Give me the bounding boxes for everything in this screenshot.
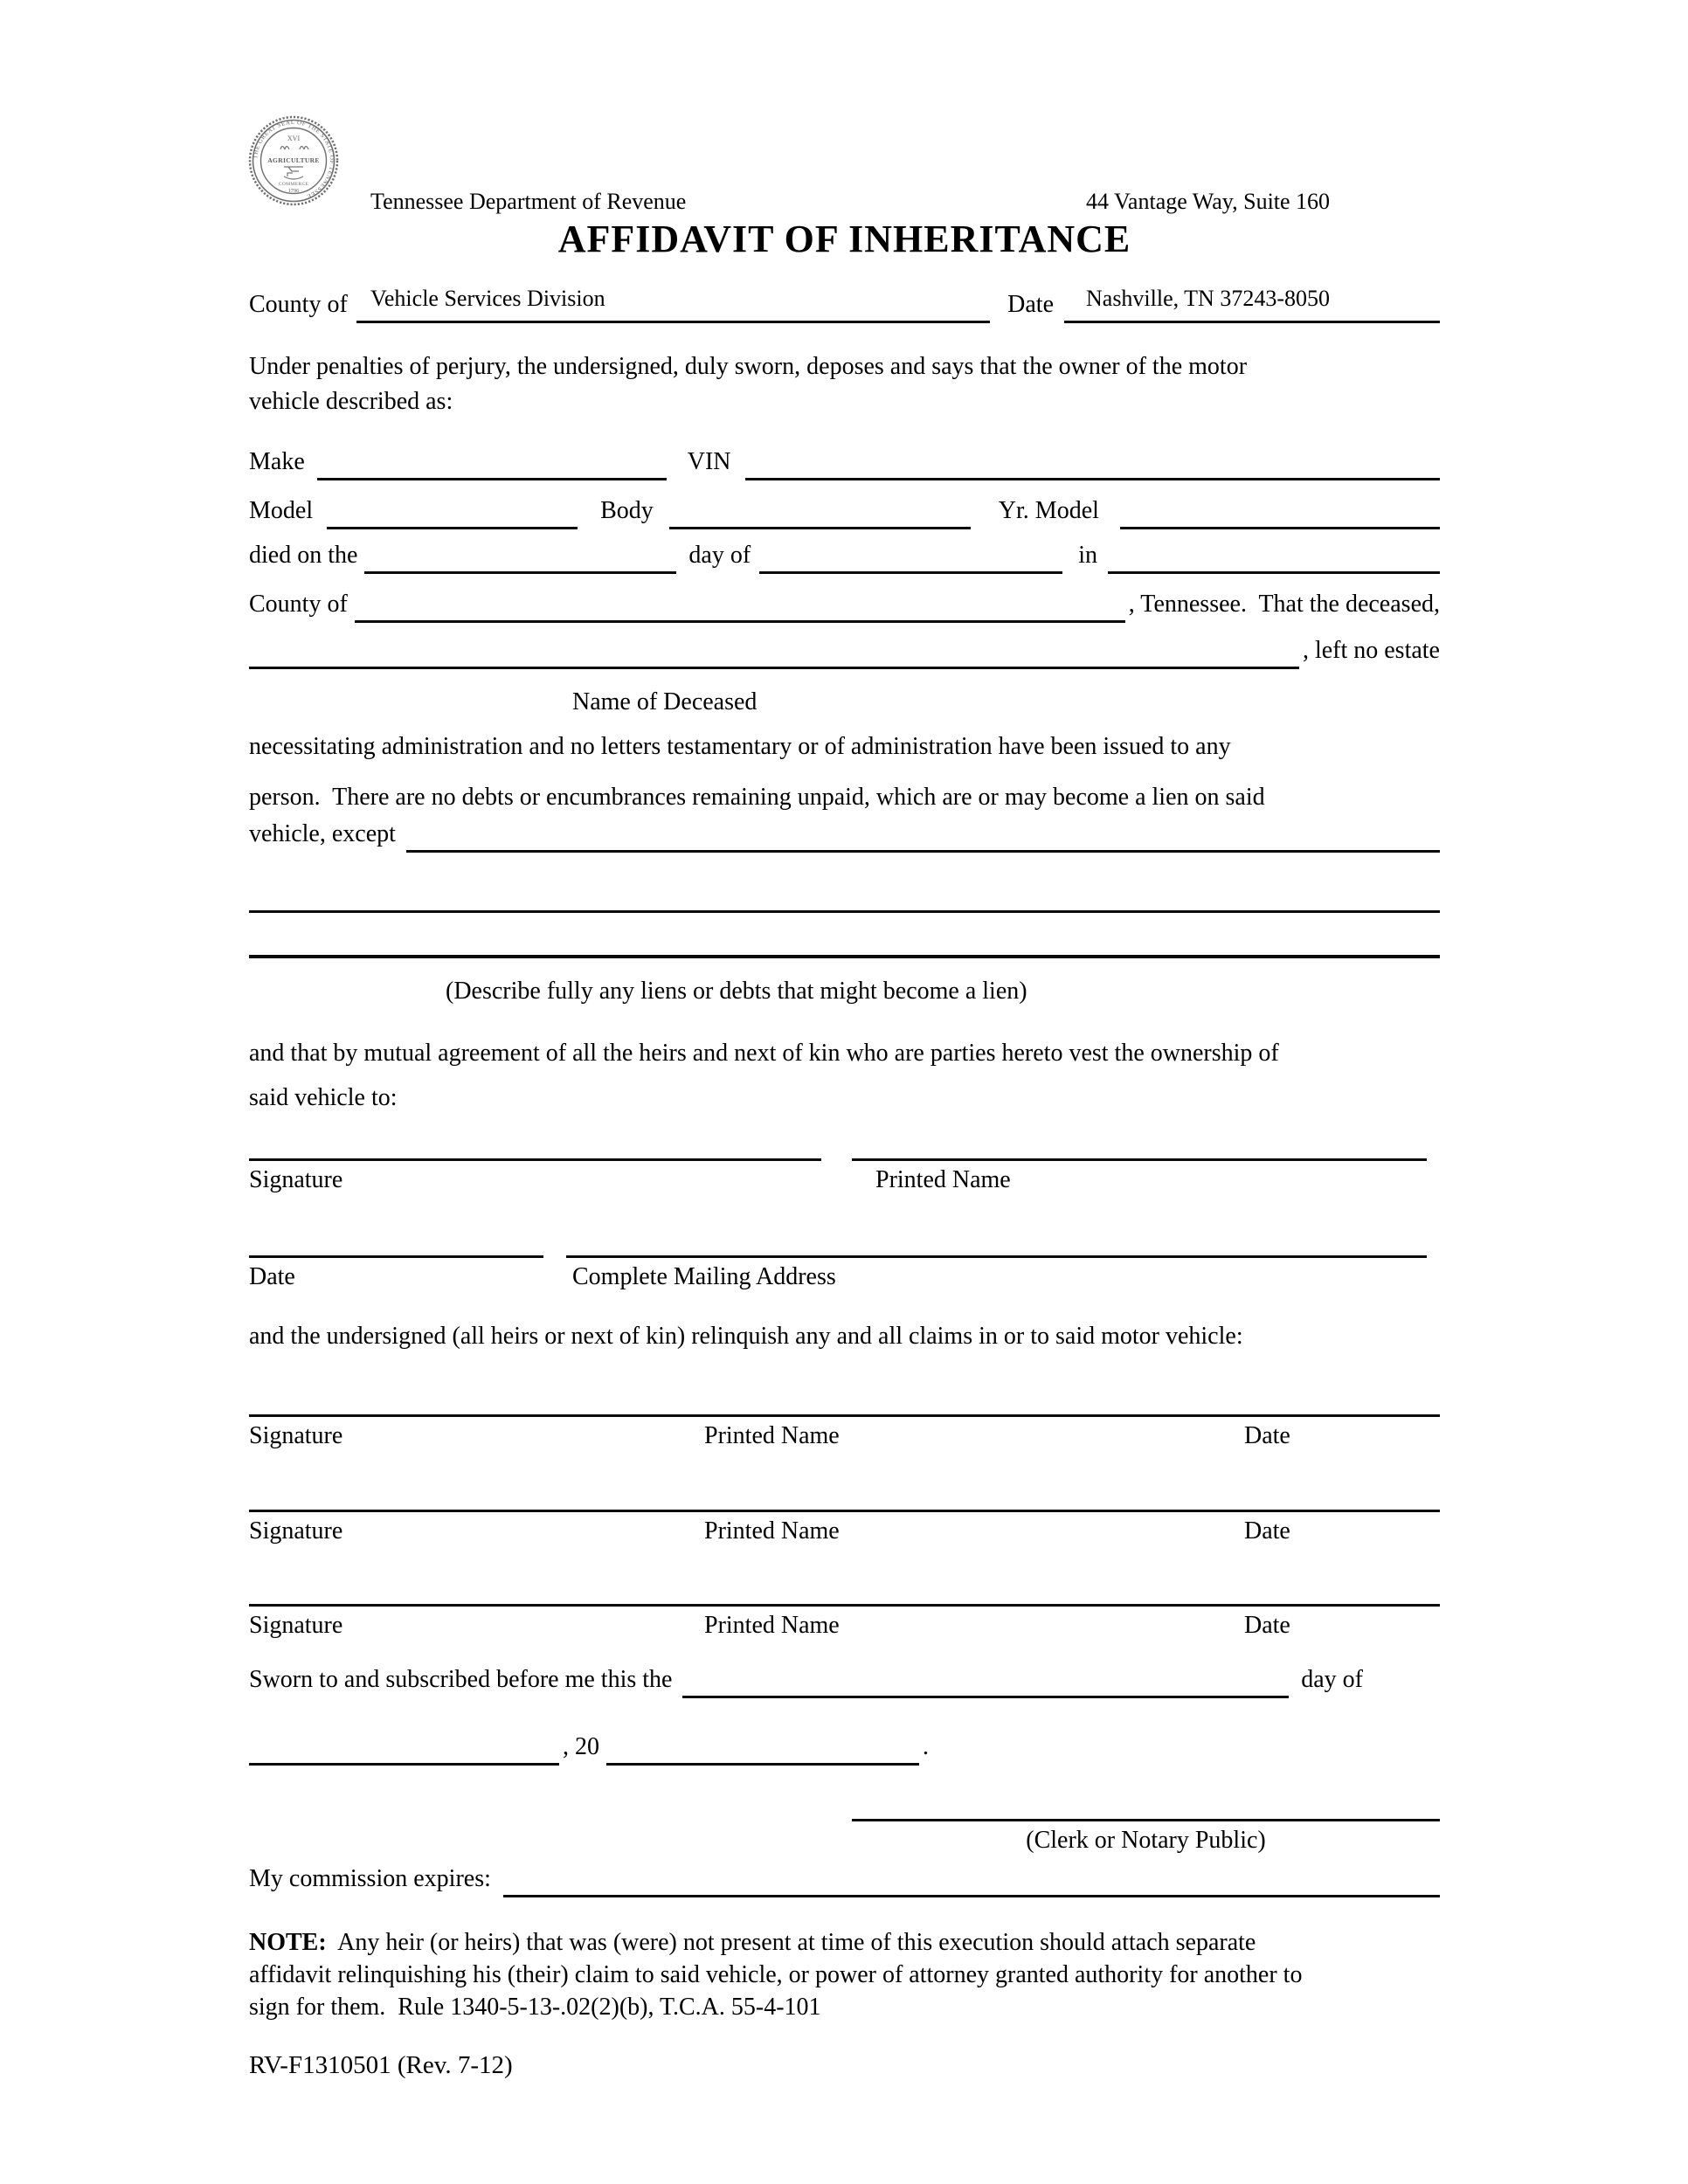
sworn-month-fill-line [249, 1763, 559, 1766]
sworn-row [249, 1660, 1363, 1698]
heir-2-signature-label: Signature [249, 1517, 343, 1545]
liens-fill-line-3 [249, 955, 1440, 958]
county-fill-line [356, 321, 990, 323]
owner-signature-fill-line [249, 1158, 821, 1161]
sworn-period: . [923, 1733, 929, 1760]
heir-1-date-label: Date [1244, 1422, 1290, 1449]
owner-date-fill-line [249, 1255, 543, 1258]
vest-line-2: said vehicle to: [249, 1084, 398, 1111]
make-fill-line [317, 478, 667, 480]
owner-mailing-address-fill-line [566, 1255, 1427, 1258]
died-day-fill-line [364, 571, 676, 574]
liens-fill-line-2 [249, 910, 1440, 913]
twenty-label: , 20 [563, 1733, 599, 1760]
make-vin-row [249, 442, 1440, 480]
death-county-label: County of [249, 591, 348, 618]
seal-commerce-text: COMMERCE [278, 182, 309, 187]
tennessee-state-seal-icon [247, 114, 340, 207]
death-date-row [249, 536, 1440, 574]
commission-label: My commission expires: [249, 1865, 491, 1892]
agency-name: Tennessee Department of Revenue [370, 189, 687, 214]
commission-fill-line [503, 1895, 1440, 1897]
heir-3-printed-name-label: Printed Name [704, 1612, 840, 1639]
heir-1-fill-line [249, 1414, 1440, 1417]
seal-wheat-art [280, 147, 308, 150]
clerk-signature-fill-line [852, 1819, 1440, 1821]
relinquish-intro: and the undersigned (all heirs or next of kin) relinquish any and all claims in or to said motor vehicle: [249, 1323, 1243, 1350]
owner-mailing-address-label: Complete Mailing Address [572, 1263, 836, 1290]
heir-3-date-label: Date [1244, 1612, 1290, 1639]
died-month-fill-line [759, 571, 1062, 574]
date-fill-line [1064, 321, 1440, 323]
in-label: in [1078, 542, 1097, 569]
owner-date-label: Date [249, 1263, 295, 1290]
vehicle-except-label: vehicle, except [249, 820, 396, 847]
deceased-name-row [249, 631, 1440, 669]
vehicle-except-row [249, 814, 1440, 853]
affirmation-line-1: necessitating administration and no letters testamentary or of administration have been issued to any [249, 733, 1231, 760]
heir-2-fill-line [249, 1510, 1440, 1512]
county-of-label: County of [249, 291, 348, 318]
heir-row-1 [249, 1414, 1440, 1454]
address-line-1: 44 Vantage Way, Suite 160 [1086, 189, 1331, 214]
note-line-1: Any heir (or heirs) that was (were) not present at time of this execution should attach separate [326, 1929, 1256, 1956]
affirmation-line-2: person. There are no debts or encumbrances remaining unpaid, which are or may become a lien on said [249, 784, 1265, 811]
name-of-deceased-caption: Name of Deceased [572, 688, 758, 715]
left-no-estate-text: , left no estate [1302, 637, 1440, 664]
make-label: Make [249, 448, 305, 475]
heir-row-3 [249, 1604, 1440, 1643]
note-paragraph [249, 1926, 1446, 2023]
day-of-label: day of [688, 542, 751, 569]
sworn-day-of-label: day of [1301, 1666, 1363, 1693]
death-county-row [249, 584, 1440, 623]
model-label: Model [249, 497, 314, 524]
yr-model-label: Yr. Model [998, 497, 1099, 524]
address-line-2: Nashville, TN 37243-8050 [1086, 286, 1330, 311]
heir-row-2 [249, 1510, 1440, 1549]
died-on-the-label: died on the [249, 542, 358, 569]
heir-1-printed-name-label: Printed Name [704, 1422, 840, 1449]
heir-3-fill-line [249, 1604, 1440, 1607]
owner-signature-group [249, 1158, 1440, 1198]
sworn-year-row [249, 1727, 1440, 1766]
heir-2-printed-name-label: Printed Name [704, 1517, 840, 1545]
vest-line-1: and that by mutual agreement of all the heirs and next of kin who are parties hereto vest the ownership of [249, 1040, 1279, 1067]
form-title: AFFIDAVIT OF INHERITANCE [557, 218, 1131, 260]
yr-model-fill-line [1120, 527, 1440, 529]
owner-signature-label: Signature [249, 1166, 343, 1193]
seal-boat-art [284, 173, 303, 179]
note-label: NOTE: [249, 1929, 327, 1956]
note-line-2: affidavit relinquishing his (their) claim to said vehicle, or power of attorney granted authority for another to [249, 1961, 1303, 1988]
vin-label: VIN [687, 448, 731, 475]
owner-date-address-group [249, 1255, 1440, 1295]
heir-2-date-label: Date [1244, 1517, 1290, 1545]
seal-numeral-xvi: XVI [287, 135, 301, 142]
sworn-year-fill-line [606, 1763, 919, 1766]
owner-printed-name-fill-line [852, 1158, 1427, 1161]
clerk-notary-caption: (Clerk or Notary Public) [1026, 1827, 1266, 1854]
liens-fill-line-1 [406, 850, 1440, 853]
sworn-day-fill-line [682, 1696, 1289, 1698]
body-fill-line [669, 527, 971, 529]
model-fill-line [327, 527, 578, 529]
died-year-fill-line [1108, 571, 1440, 574]
note-line-3: sign for them. Rule 1340-5-13-.02(2)(b), T.C.A. 55-4-101 [249, 1994, 821, 2021]
vin-fill-line [745, 478, 1440, 480]
county-date-row [249, 285, 1440, 323]
model-body-year-row [249, 491, 1440, 529]
owner-printed-name-label: Printed Name [875, 1166, 1011, 1193]
sworn-text: Sworn to and subscribed before me this the [249, 1666, 673, 1693]
oath-line-2: vehicle described as: [249, 388, 453, 415]
deceased-name-fill-line [249, 667, 1299, 669]
commission-row [249, 1859, 1440, 1897]
seal-agriculture-text: AGRICULTURE [267, 156, 320, 164]
death-county-fill-line [355, 620, 1125, 623]
heir-1-signature-label: Signature [249, 1422, 343, 1449]
liens-caption: (Describe fully any liens or debts that might become a lien) [446, 978, 1027, 1005]
division-name: Vehicle Services Division [370, 286, 605, 311]
seal-year-text: · 1796 · [284, 188, 303, 194]
date-label: Date [1007, 291, 1054, 318]
oath-line-1: Under penalties of perjury, the undersigned, duly sworn, deposes and says that the owner of the motor [249, 353, 1248, 380]
clerk-notary-group [852, 1819, 1440, 1855]
tennessee-deceased-text: , Tennessee. That the deceased, [1128, 591, 1440, 618]
form-number: RV-F1310501 (Rev. 7-12) [249, 2051, 513, 2079]
body-label: Body [600, 497, 654, 524]
seal-ring-text: THE GREAT SEAL OF THE STATE OF TENNESSEE [252, 118, 336, 201]
heir-3-signature-label: Signature [249, 1612, 343, 1639]
seal-plow-art [284, 167, 303, 171]
